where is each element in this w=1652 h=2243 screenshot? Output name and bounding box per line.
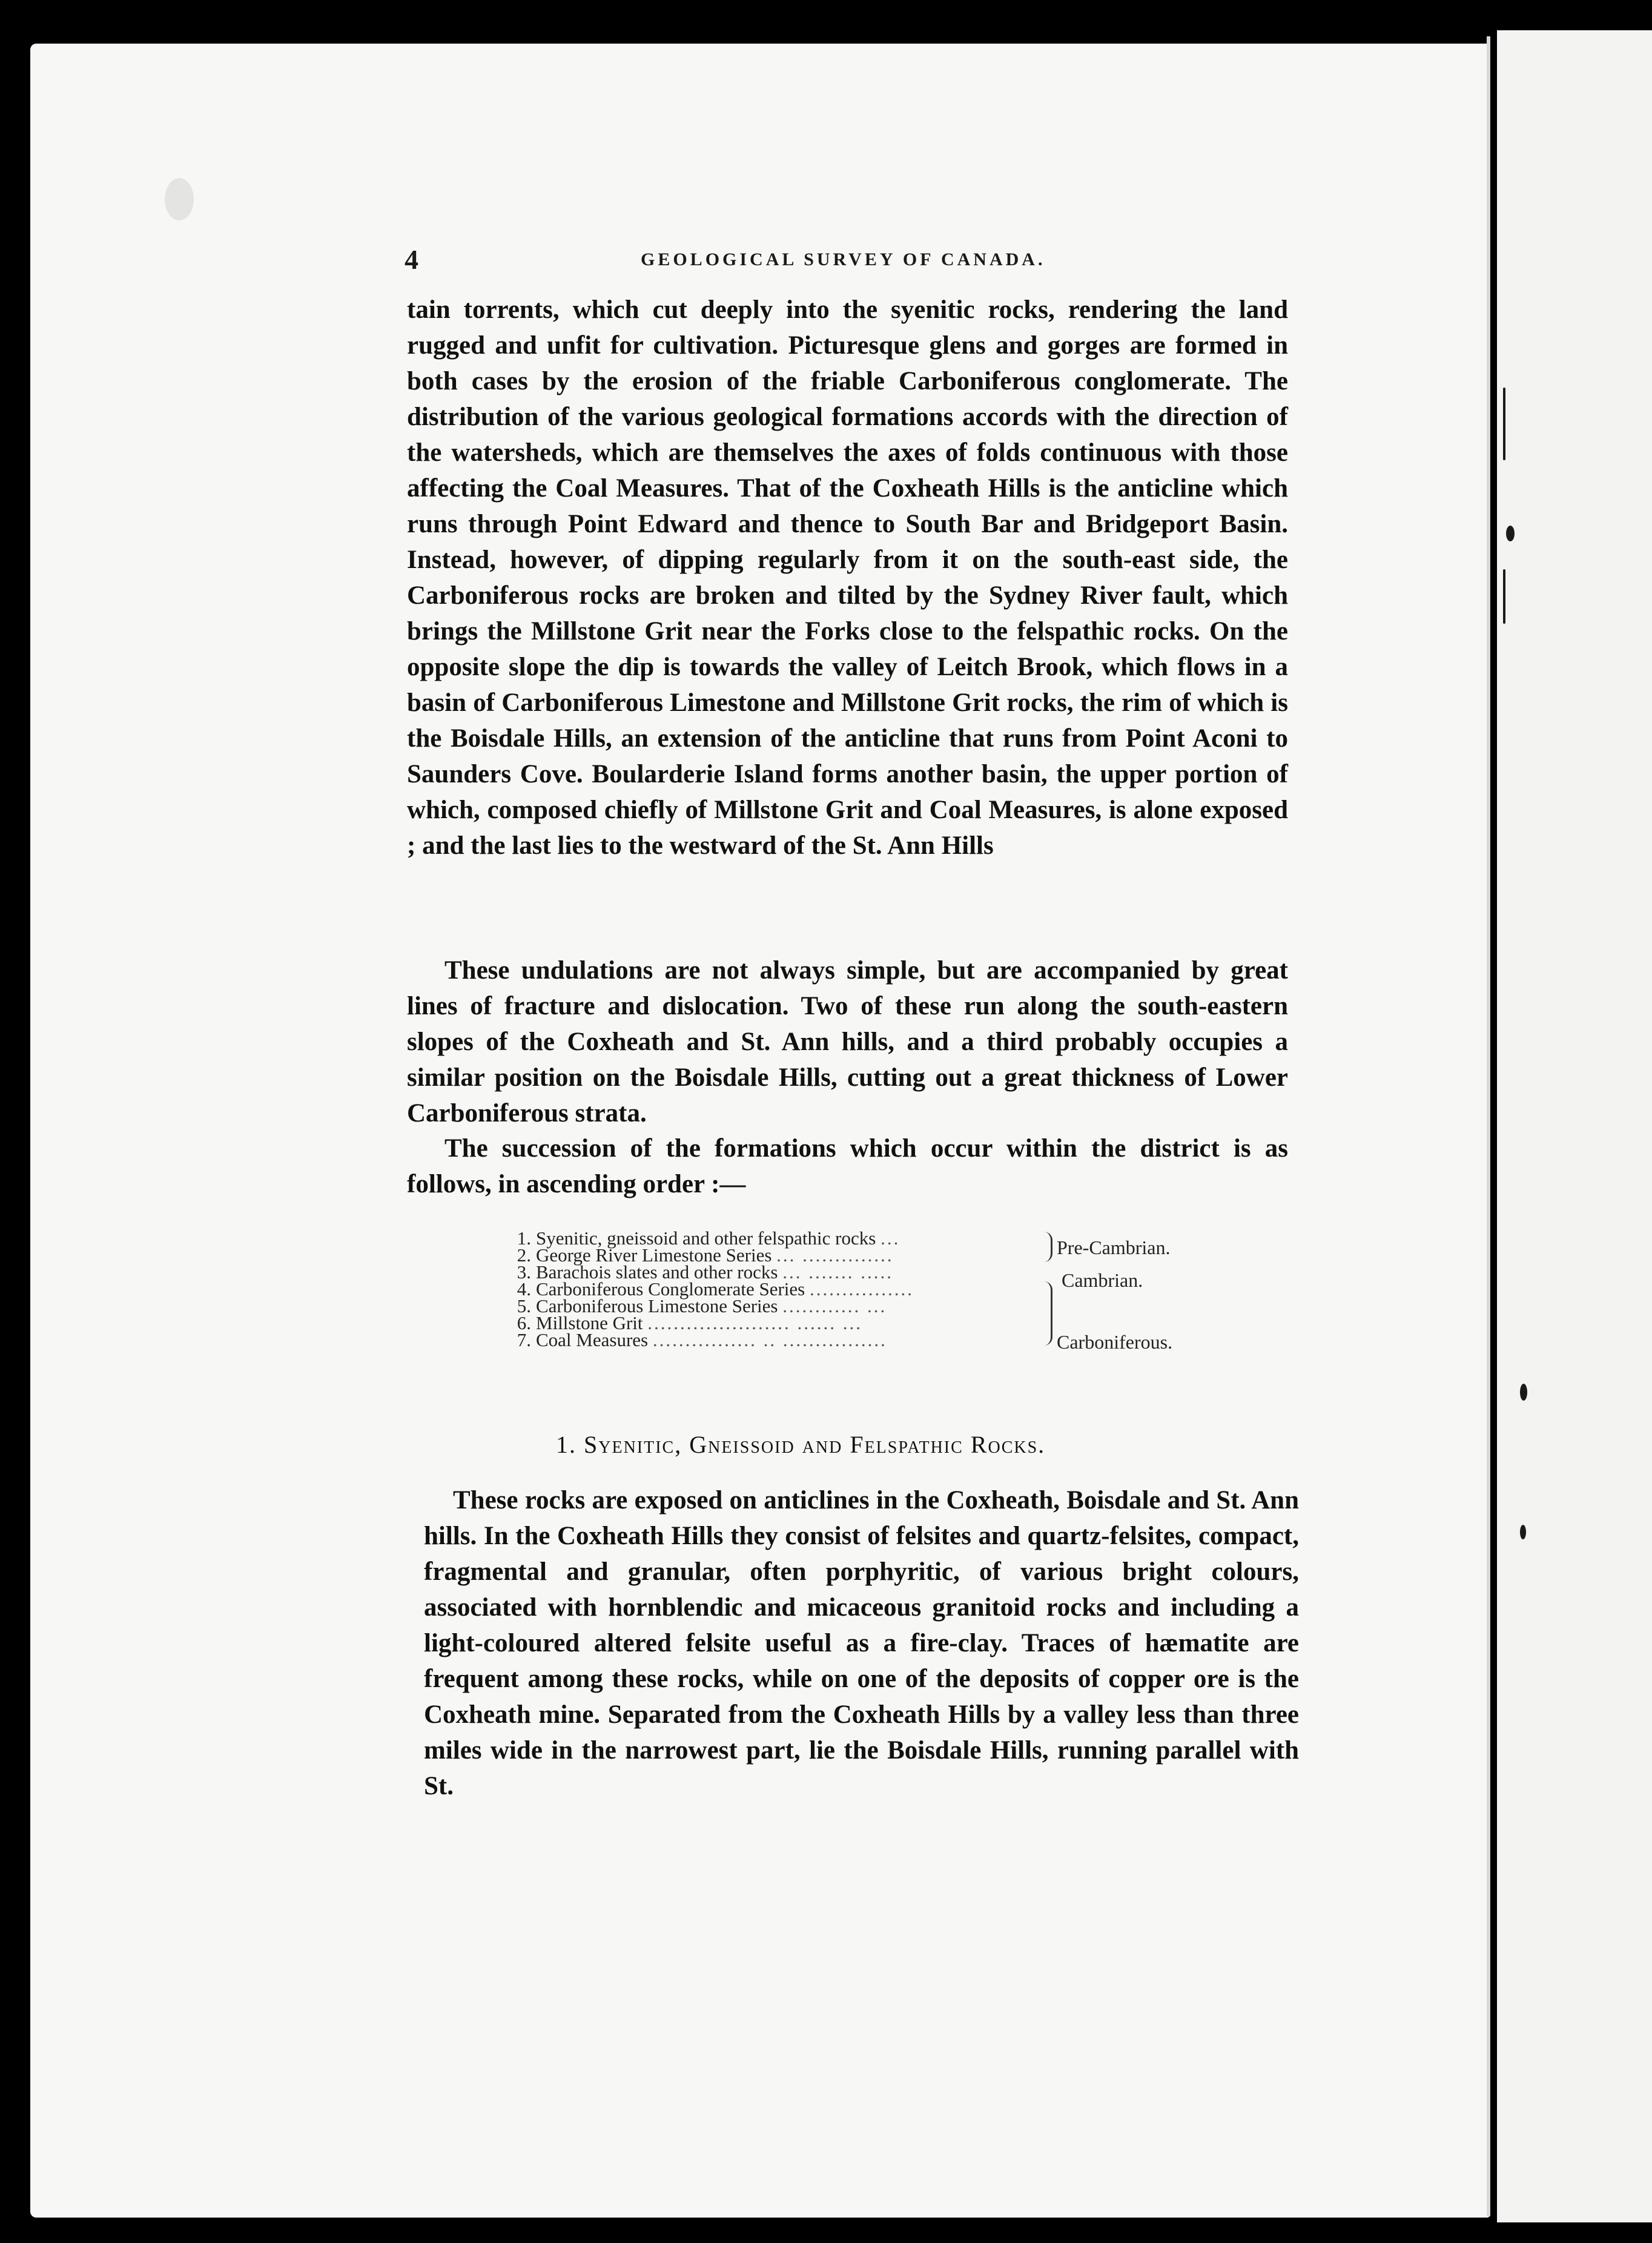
- section-heading: 1. Syenitic, Gneissoid and Felspathic Rocks.: [556, 1431, 1046, 1458]
- leader-dots: ... ..............: [776, 1244, 894, 1266]
- formation-name: Carboniferous Conglomerate Series: [536, 1278, 805, 1300]
- formation-name: George River Limestone Series: [536, 1244, 772, 1266]
- body-paragraph: These rocks are exposed on anticlines in the Coxheath, Boisdale and St. Ann hills. In the Coxheath Hills they consist of felsites and quartz-felsites, compact, fragmental and granular, often porphyritic, of various bright colours, associated with hornblendic and micaceous granitoid rocks and including a light-coloured altered felsite useful as a fire-clay. Traces of hæmatite are frequent among these rocks, while on one of the deposits of copper ore is the Coxheath mine. Separated from the Coxheath Hills by a valley less than three miles wide in the narrowest part, lie the Boisdale Hills, running parallel with St.: [424, 1486, 1299, 1800]
- formation-number: 2.: [517, 1244, 531, 1266]
- page-header: [405, 243, 1298, 280]
- body-paragraph: The succession of the formations which occur within the district is as follows, in ascending order :—: [407, 1134, 1288, 1198]
- formation-number: 4.: [517, 1278, 531, 1300]
- era-label: Cambrian.: [1062, 1269, 1143, 1291]
- formation-name: Millstone Grit: [536, 1312, 643, 1333]
- formation-name: Barachois slates and other rocks: [536, 1261, 778, 1283]
- formation-number: 3.: [517, 1261, 531, 1283]
- ink-speck: [1503, 569, 1505, 624]
- era-label: Pre-Cambrian.: [1057, 1237, 1171, 1258]
- ink-speck: [1503, 388, 1505, 460]
- ink-speck: [1506, 526, 1515, 541]
- leader-dots: ...: [881, 1227, 900, 1249]
- ink-speck: [1520, 1384, 1527, 1401]
- body-paragraph: tain torrents, which cut deeply into the syenitic rocks, rendering the land rugged and unfit for cultivation. Picturesque glens and gorges are formed in both cases by the erosion of the friable Carboniferous conglomerate. The distribution of the various geological formations accords with the direction of the watersheds, which are themselves the axes of folds continuous with those affecting the Coal Measures. That of the Coxheath Hills is the anticline which runs through Point Edward and thence to South Bar and Bridgeport Basin. Instead, however, of dipping regularly from it on the south-east side, the Carboniferous rocks are broken and tilted by the Sydney River fault, which brings the Millstone Grit near the Forks close to the felspathic rocks. On the opposite slope the dip is towards the valley of Leitch Brook, which flows in a basin of Carboniferous Limestone and Millstone Grit rocks, the rim of which is the Boisdale Hills, an extension of the anticline that runs from Point Aconi to Saunders Cove. Boularderie Island forms another basin, the upper portion of which, composed chiefly of Millstone Grit and Coal Measures, is alone exposed ; and the last lies to the westward of the St. Ann Hills: [407, 296, 1288, 860]
- formation-number: 5.: [517, 1295, 531, 1316]
- formation-name: Carboniferous Limestone Series: [536, 1295, 778, 1316]
- brace: [1043, 1281, 1052, 1346]
- running-head: GEOLOGICAL SURVEY OF CANADA.: [641, 249, 1046, 269]
- formation-name: Coal Measures: [536, 1329, 649, 1350]
- leader-dots: ................: [809, 1278, 914, 1300]
- formation-row: [487, 1331, 887, 1349]
- leader-dots: ................ .. ................: [652, 1329, 887, 1350]
- body-paragraph: These undulations are not always simple, but are accompanied by great lines of fracture and dislocation. Two of these run along the south-eastern slopes of the Coxheath and St. Ann hills, and a third probably occupies a similar position on the Boisdale Hills, cutting out a great thickness of Lower Carboniferous strata.: [407, 956, 1288, 1128]
- leader-dots: ...................... ...... ...: [647, 1312, 863, 1333]
- formation-name: Syenitic, gneissoid and other felspathic rocks: [536, 1227, 876, 1249]
- formation-number: 7.: [517, 1329, 531, 1350]
- leader-dots: ... ....... .....: [782, 1261, 893, 1283]
- adjacent-page-edge: [1497, 30, 1652, 2222]
- page-number: 4: [405, 244, 418, 275]
- brace: [1043, 1232, 1052, 1262]
- ink-speck: [1520, 1525, 1526, 1539]
- formation-number: 1.: [517, 1227, 531, 1249]
- leader-dots: ............ ...: [782, 1295, 887, 1316]
- formation-number: 6.: [517, 1312, 531, 1333]
- paper-blemish: [165, 178, 194, 220]
- era-label: Carboniferous.: [1057, 1331, 1173, 1353]
- page-fold-shadow: [1487, 36, 1490, 2216]
